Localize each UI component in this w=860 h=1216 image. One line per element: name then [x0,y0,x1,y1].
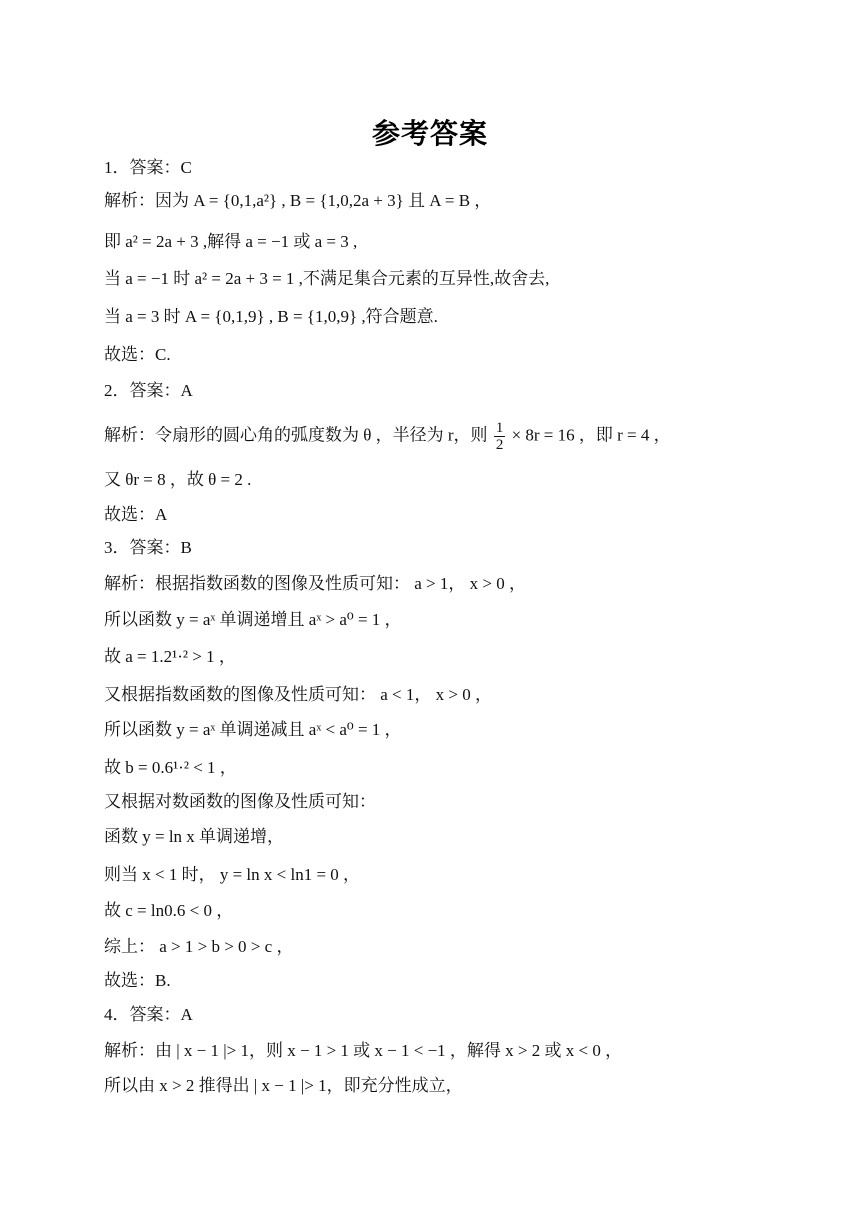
answer-1-conclusion: 故选：C. [104,345,171,364]
fraction [494,420,506,453]
answer-3-analysis-line: 解析：根据指数函数的图像及性质可知： a > 1， x > 0 ， [104,574,526,593]
answer-1-analysis-line: 解析：因为 A = {0,1,a²} , B = {1,0,2a + 3} 且 A = B ， [104,191,492,210]
answer-3-analysis-line: 故 a = 1.2¹·² > 1 ， [104,647,236,666]
answer-3-analysis-line: 故 b = 0.6¹·² < 1 ， [104,758,237,777]
answer-1-heading: 1．答案：C [104,158,192,177]
answer-1-analysis-line: 当 a = −1 时 a² = 2a + 3 = 1 ,不满足集合元素的互异性,故舍去, [104,269,550,288]
answer-3-heading: 3．答案：B [104,538,192,557]
answer-4-analysis-line: 所以由 x > 2 推得出 | x − 1 |> 1，即充分性成立， [104,1076,463,1095]
answer-3-analysis-line: 所以函数 y = aˣ 单调递减且 aˣ < a⁰ = 1 ， [104,720,402,739]
answer-2-heading: 2．答案：A [104,381,193,400]
answer-3-analysis-line: 函数 y = ln x 单调递增， [104,827,285,846]
answer-3-analysis-line: 综上： a > 1 > b > 0 > c ， [104,937,294,956]
answer-4-heading: 4．答案：A [104,1005,193,1024]
answer-3-analysis-line: 故 c = ln0.6 < 0 ， [104,901,234,920]
answer-2-text-before: 解析：令扇形的圆心角的弧度数为 θ ，半径为 r，则 [104,425,492,445]
answer-2-text-after: × 8r = 16 ，即 r = 4 ， [507,425,671,445]
answer-1-analysis-line: 即 a² = 2a + 3 ,解得 a = −1 或 a = 3 , [104,232,358,251]
answer-3-analysis-line: 则当 x < 1 时， y = ln x < ln1 = 0 ， [104,865,361,884]
answer-3-conclusion: 故选：B. [104,971,171,990]
answer-3-analysis-line: 又根据指数函数的图像及性质可知： a < 1， x > 0 ， [104,685,492,704]
answer-2-conclusion: 故选：A [104,505,168,524]
answer-3-analysis-line: 所以函数 y = aˣ 单调递增且 aˣ > a⁰ = 1 ， [104,610,402,629]
answer-2-analysis-line: 又 θr = 8 ，故 θ = 2 . [104,470,252,489]
answer-3-analysis-line: 又根据对数函数的图像及性质可知： [104,792,376,811]
page-title: 参考答案 [371,117,488,150]
fraction-denominator: 2 [495,437,504,453]
fraction-numerator: 1 [495,420,504,436]
answer-2-analysis-line [104,420,671,453]
answer-1-analysis-line: 当 a = 3 时 A = {0,1,9} , B = {1,0,9} ,符合题意. [104,307,438,326]
answer-4-analysis-line: 解析：由 | x − 1 |> 1，则 x − 1 > 1 或 x − 1 < −1 ，解得 x > 2 或 x < 0 ， [104,1041,623,1060]
